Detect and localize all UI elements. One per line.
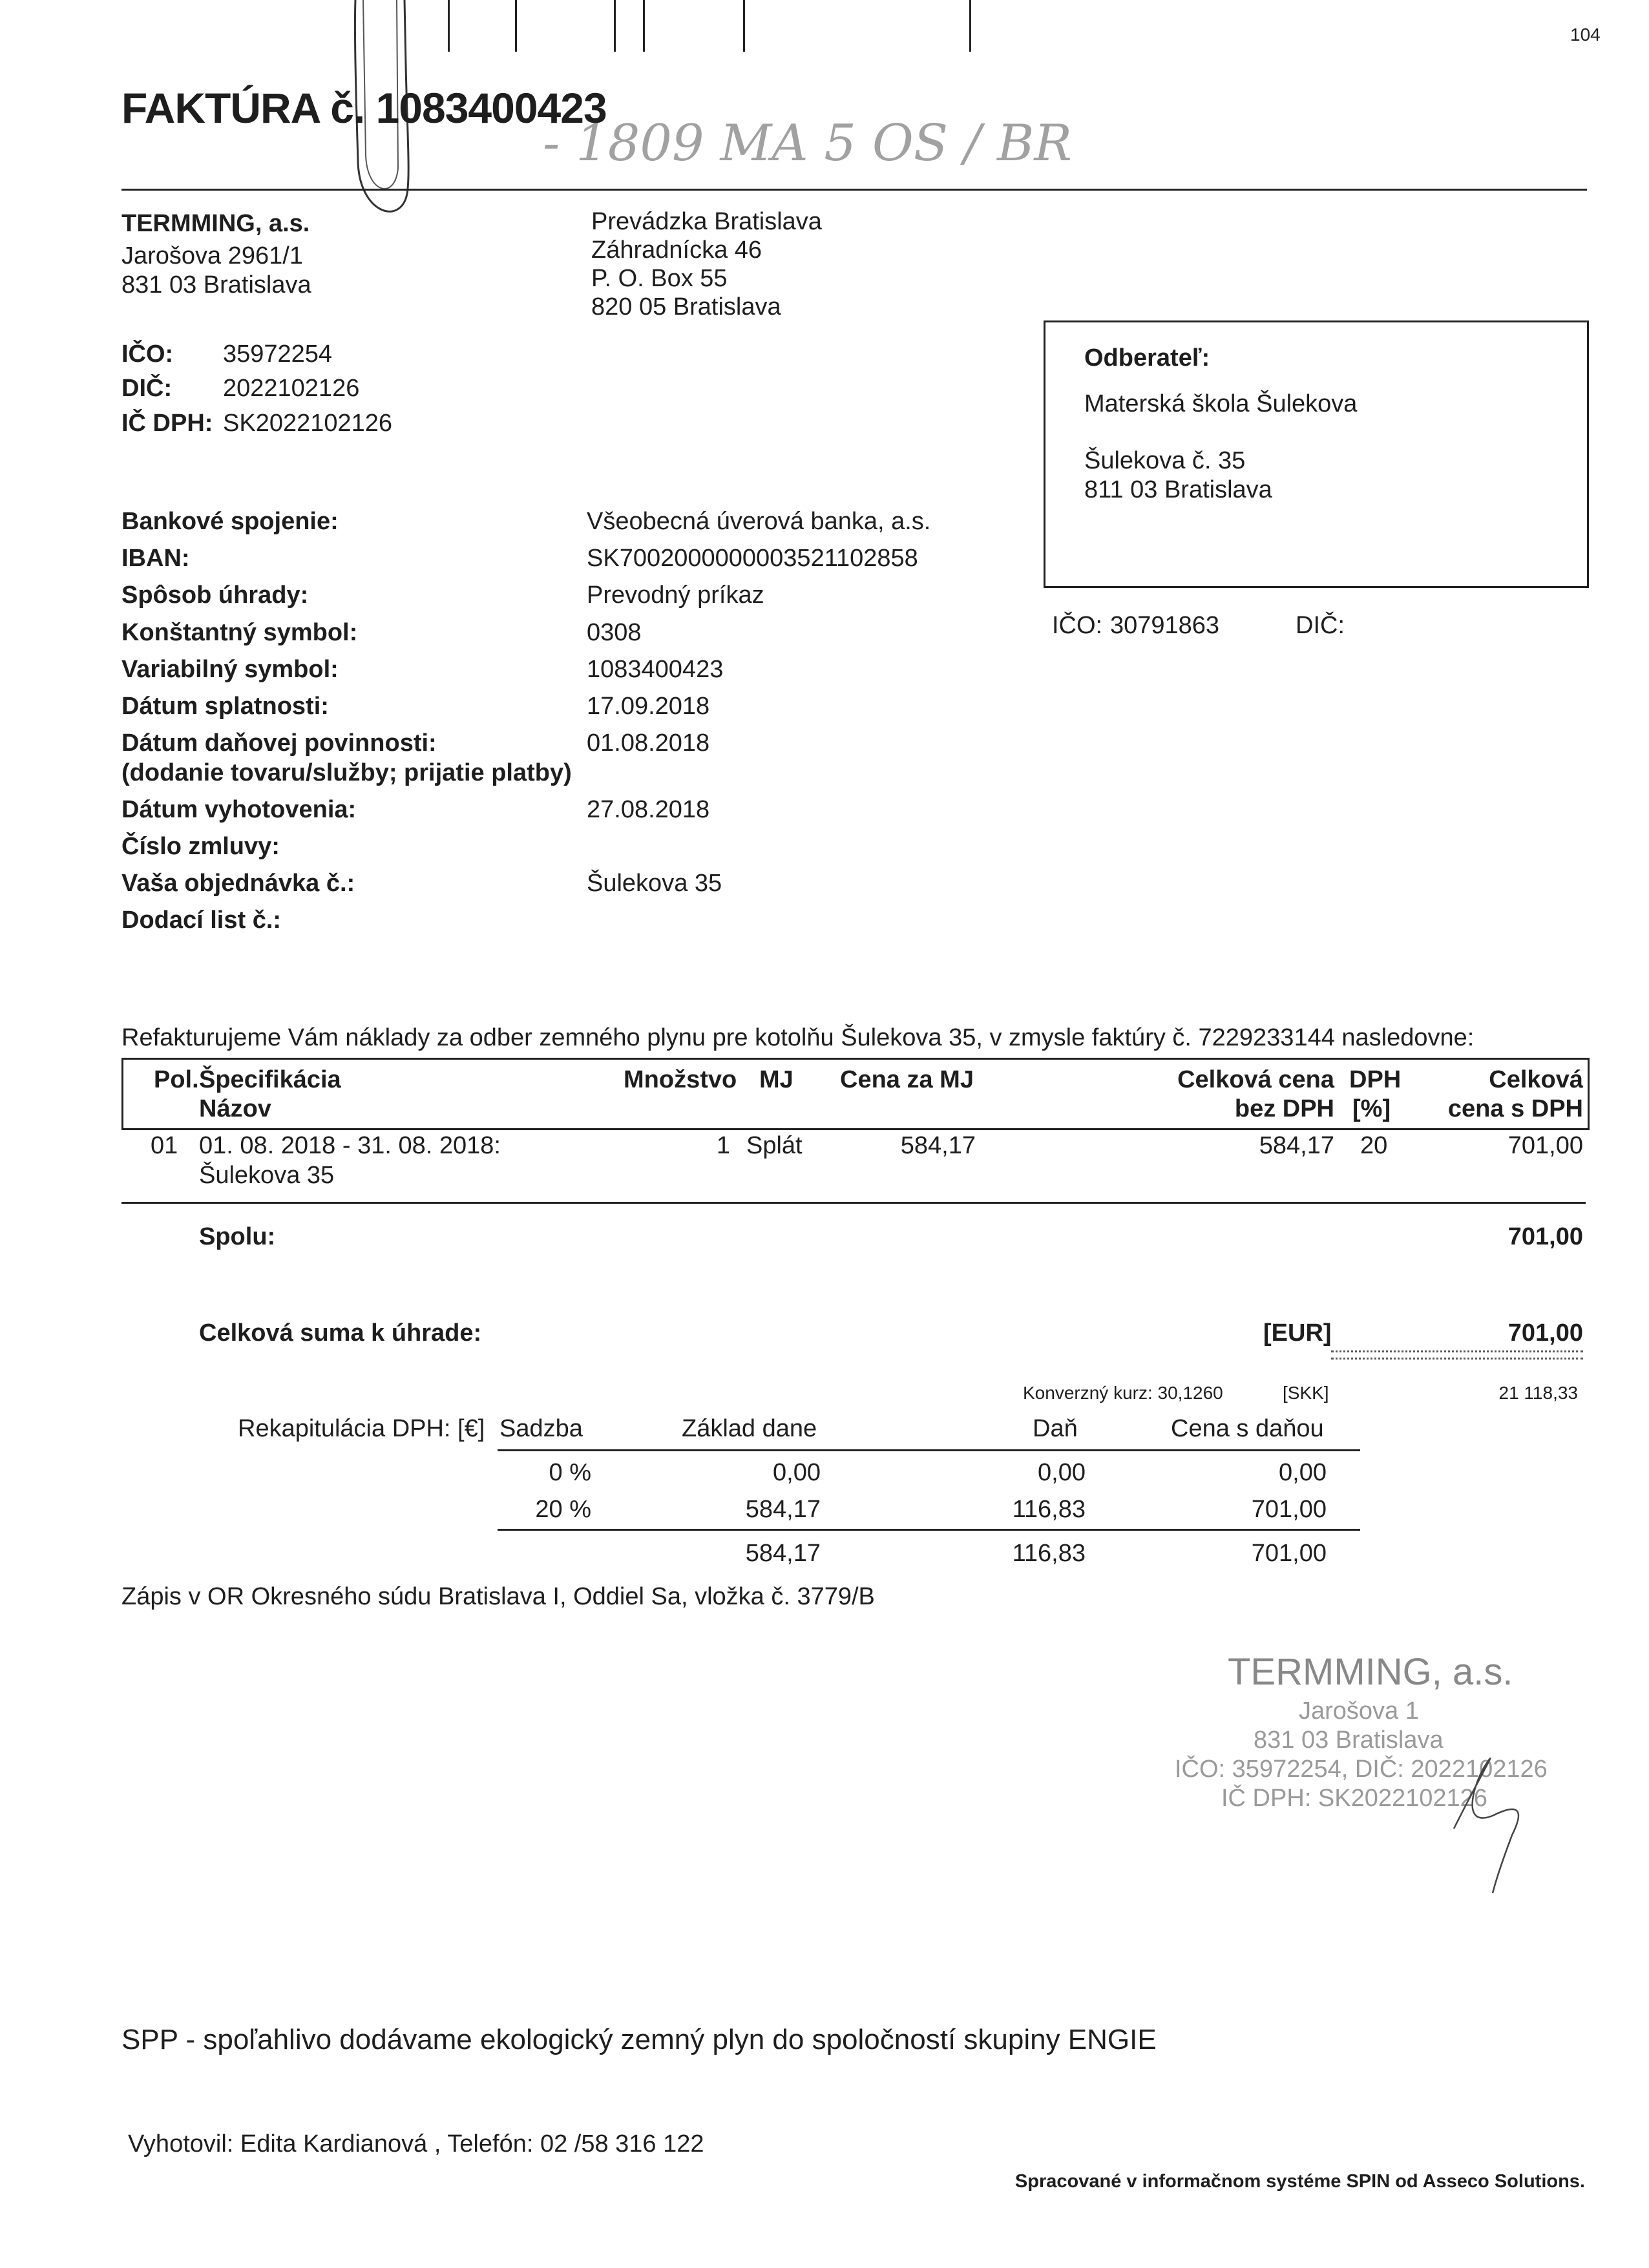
register-note: Zápis v OR Okresného súdu Bratislava I, Oddiel Sa, vložka č. 3779/B <box>121 1583 875 1610</box>
th-total-line1: Celková cena <box>1177 1066 1334 1093</box>
variable-symbol-value: 1083400423 <box>587 656 724 683</box>
vat-row1-rate: 0 % <box>549 1459 591 1486</box>
method-value: Prevodný príkaz <box>587 582 764 609</box>
vat-row2-base: 584,17 <box>745 1496 821 1523</box>
row-name: Šulekova 35 <box>199 1162 335 1189</box>
issue-date-label: Dátum vyhotovenia: <box>121 796 357 823</box>
iban-value: SK7002000000003521102858 <box>587 545 918 572</box>
method-label: Spôsob úhrady: <box>121 582 309 609</box>
conversion-value: 21 118,33 <box>1498 1383 1578 1403</box>
total-due-currency: [EUR] <box>1263 1319 1332 1347</box>
supplier-city: 831 03 Bratislava <box>121 271 311 299</box>
branch-line4: 820 05 Bratislava <box>591 293 781 320</box>
row-vat: 20 <box>1360 1132 1388 1159</box>
branch-line1: Prevádzka Bratislava <box>591 208 822 235</box>
iban-label: IBAN: <box>121 545 190 572</box>
th-gross-line1: Celková <box>1489 1066 1583 1093</box>
due-date-value: 17.09.2018 <box>587 693 710 720</box>
vat-sum-tax: 116,83 <box>1012 1540 1086 1567</box>
stamp-line5: IČ DPH: SK2022102126 <box>1221 1785 1487 1812</box>
due-date-label: Dátum splatnosti: <box>121 693 329 720</box>
intro-text: Refakturujeme Vám náklady za odber zemného plynu pre kotolňu Šulekova 35, v zmysle faktúry č. 7229233144 nasledovne: <box>121 1024 1475 1051</box>
order-label: Vaša objednávka č.: <box>121 870 355 897</box>
th-name: Názov <box>199 1095 271 1122</box>
title-divider <box>121 189 1587 191</box>
bank-label: Bankové spojenie: <box>121 508 339 535</box>
stamp-line2: Jarošova 1 <box>1299 1697 1419 1725</box>
th-qty: Množstvo <box>624 1066 737 1093</box>
supplier-street: Jarošova 2961/1 <box>121 242 303 269</box>
th-pol: Pol. <box>154 1066 199 1093</box>
row-gross: 701,00 <box>1507 1132 1583 1159</box>
row-spec: 01. 08. 2018 - 31. 08. 2018: <box>199 1132 501 1159</box>
row-qty: 1 <box>716 1132 730 1159</box>
customer-ico-label: IČO: <box>1052 612 1103 639</box>
binder-mark <box>448 0 450 52</box>
supplier-name: TERMMING, a.s. <box>121 210 310 237</box>
vat-row2-rate: 20 % <box>535 1496 591 1523</box>
customer-city: 811 03 Bratislava <box>1084 476 1272 503</box>
conversion-currency: [SKK] <box>1283 1383 1329 1403</box>
constant-symbol-value: 0308 <box>587 619 642 646</box>
row-mj: Splát <box>746 1132 803 1159</box>
customer-name: Materská škola Šulekova <box>1084 390 1358 417</box>
total-due-underline <box>1331 1350 1583 1360</box>
vat-row2-total: 701,00 <box>1251 1496 1327 1523</box>
vat-row1-tax: 0,00 <box>1038 1459 1086 1486</box>
dic-label: DIČ: <box>121 375 173 402</box>
issue-date-value: 27.08.2018 <box>587 796 710 823</box>
conversion-rate: Konverzný kurz: 30,1260 <box>1023 1383 1223 1403</box>
vat-sum-total: 701,00 <box>1251 1540 1327 1567</box>
customer-dic-label: DIČ: <box>1296 612 1345 639</box>
table-bottom-line <box>121 1202 1586 1204</box>
vat-row2-tax: 116,83 <box>1012 1496 1086 1523</box>
binder-mark <box>969 0 971 52</box>
vat-row1-base: 0,00 <box>773 1459 821 1486</box>
th-total-line2: bez DPH <box>1234 1095 1334 1122</box>
icdph-value: SK2022102126 <box>223 410 393 437</box>
vat-recap-h-base: Základ dane <box>682 1415 817 1442</box>
bank-value: Všeobecná úverová banka, a.s. <box>587 508 931 535</box>
sum-value: 701,00 <box>1507 1223 1583 1250</box>
delivery-note-label: Dodací list č.: <box>121 907 282 934</box>
prepared-by: Vyhotovil: Edita Kardianová , Telefón: 02 /58 316 122 <box>128 2130 704 2158</box>
dic-value: 2022102126 <box>223 375 360 402</box>
row-total: 584,17 <box>1259 1132 1334 1159</box>
stamp-line3: 831 03 Bratislava <box>1254 1727 1444 1754</box>
tax-date-value: 01.08.2018 <box>587 730 710 757</box>
binder-mark <box>614 0 616 52</box>
order-value: Šulekova 35 <box>587 870 722 897</box>
binder-mark <box>515 0 517 52</box>
invoice-title-label: FAKTÚRA č. <box>121 84 365 132</box>
page-number: 104 <box>1570 25 1601 45</box>
customer-street: Šulekova č. 35 <box>1084 447 1246 474</box>
th-price: Cena za MJ <box>840 1066 974 1093</box>
vat-recap-header-line <box>498 1449 1360 1451</box>
binder-mark <box>743 0 745 52</box>
stamp-line4: IČO: 35972254, DIČ: 2022102126 <box>1175 1756 1548 1783</box>
th-vat-line2: [%] <box>1352 1095 1391 1122</box>
icdph-label: IČ DPH: <box>121 410 213 437</box>
customer-heading: Odberateľ: <box>1084 344 1210 372</box>
vat-recap-h-rate: Sadzba <box>499 1415 583 1442</box>
signature-icon <box>1441 1738 1544 1906</box>
total-due-value: 701,00 <box>1507 1319 1583 1347</box>
tax-date-note: (dodanie tovaru/služby; prijatie platby) <box>121 759 572 786</box>
th-mj: MJ <box>759 1066 793 1093</box>
vat-recap-h-total: Cena s daňou <box>1171 1415 1324 1442</box>
invoice-number: 1083400423 <box>375 84 607 132</box>
variable-symbol-label: Variabilný symbol: <box>121 656 339 683</box>
invoice-title <box>121 84 607 133</box>
slogan: SPP - spoľahlivo dodávame ekologický zemný plyn do spoločností skupiny ENGIE <box>121 2024 1157 2055</box>
vat-sum-base: 584,17 <box>745 1540 821 1567</box>
row-pol: 01 <box>151 1132 178 1159</box>
contract-label: Číslo zmluvy: <box>121 833 280 860</box>
constant-symbol-label: Konštantný symbol: <box>121 619 358 646</box>
vat-recap-label: Rekapitulácia DPH: [€] <box>238 1415 485 1442</box>
row-price: 584,17 <box>900 1132 976 1159</box>
binder-mark <box>643 0 645 52</box>
vat-row1-total: 0,00 <box>1279 1459 1327 1486</box>
th-spec: Špecifikácia <box>199 1066 341 1093</box>
handwritten-note: - 1809 MA 5 OS / BR <box>543 114 1073 173</box>
tax-date-label: Dátum daňovej povinnosti: <box>121 730 437 757</box>
branch-line3: P. O. Box 55 <box>591 265 728 292</box>
th-gross-line2: cena s DPH <box>1447 1095 1583 1122</box>
system-note: Spracované v informačnom systéme SPIN od Asseco Solutions. <box>1014 2171 1585 2192</box>
total-due-label: Celková suma k úhrade: <box>199 1319 482 1347</box>
sum-label: Spolu: <box>199 1223 276 1250</box>
vat-recap-h-tax: Daň <box>1033 1415 1078 1442</box>
stamp-line1: TERMMING, a.s. <box>1228 1651 1513 1693</box>
th-vat-line1: DPH <box>1349 1066 1402 1093</box>
vat-recap-sum-line <box>498 1529 1360 1531</box>
ico-label: IČO: <box>121 341 174 368</box>
customer-ico-value: 30791863 <box>1110 612 1220 639</box>
ico-value: 35972254 <box>223 341 333 368</box>
branch-line2: Záhradnícka 46 <box>591 236 762 264</box>
